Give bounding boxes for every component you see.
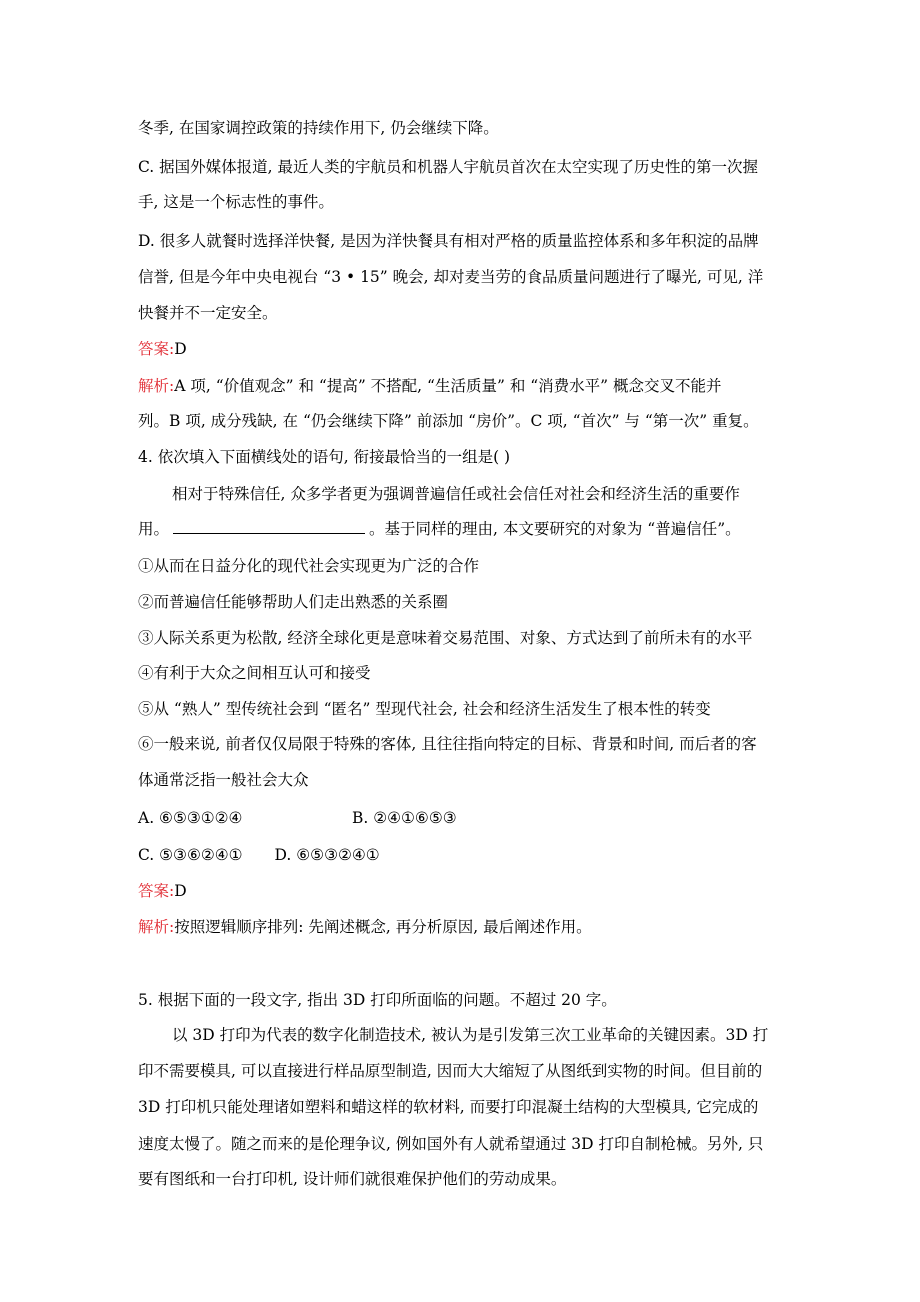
- answer-label: 答案:: [138, 340, 175, 358]
- q4-option-b: B. ②④①⑥⑤③: [352, 809, 457, 827]
- q5-stem: 5. 根据下面的一段文字, 指出 3D 打印所面临的问题。不超过 20 字。: [138, 991, 617, 1009]
- q4-option-c: C. ⑤③⑥②④①: [138, 846, 243, 864]
- q4-passage-line1: 相对于特殊信任, 众多学者更为强调普遍信任或社会信任对社会和经济生活的重要作: [172, 485, 740, 503]
- q3-option-c-line1: C. 据国外媒体报道, 最近人类的宇航员和机器人宇航员首次在太空实现了历史性的第一次握: [138, 158, 759, 176]
- q3-answer: [138, 339, 187, 359]
- q3-option-c-line2: 手, 这是一个标志性的事件。: [138, 193, 334, 211]
- q3-option-d-line2: 信誉, 但是今年中央电视台 “3 • 15” 晚会, 却对麦当劳的食品质量问题进行了曝光, 可见, 洋: [138, 268, 764, 286]
- q4-analysis: [138, 917, 592, 937]
- q3-option-d-line1: D. 很多人就餐时选择洋快餐, 是因为洋快餐具有相对严格的质量监控体系和多年积淀的品牌: [138, 232, 759, 250]
- q4-item-1: ①从而在日益分化的现代社会实现更为广泛的合作: [138, 557, 480, 575]
- q4-item-6-line1: ⑥一般来说, 前者仅仅局限于特殊的客体, 且往往指向特定的目标、背景和时间, 而后者的客: [138, 735, 757, 753]
- q4-item-4: ④有利于大众之间相互认可和接受: [138, 664, 371, 682]
- answer-value: D: [174, 340, 187, 358]
- analysis-label: 解析:: [138, 918, 175, 936]
- q4-stem: 4. 依次填入下面横线处的语句, 衔接最恰当的一组是( ): [138, 448, 511, 466]
- q5-passage-line4: 速度太慢了。随之而来的是伦理争议, 例如国外有人就希望通过 3D 打印自制枪械。另外, 只: [138, 1135, 764, 1153]
- q4-item-2: ②而普遍信任能够帮助人们走出熟悉的关系圈: [138, 593, 449, 611]
- q3-analysis-line2: 列。B 项, 成分残缺, 在 “仍会继续下降” 前添加 “房价”。C 项, “首次” 与 “第一次” 重复。: [138, 412, 759, 430]
- q4-item-3: ③人际关系更为松散, 经济全球化更是意味着交易范围、对象、方式达到了前所未有的水平: [138, 629, 753, 647]
- fill-in-blank[interactable]: [173, 519, 365, 534]
- analysis-label: 解析:: [138, 377, 175, 395]
- passage-text-before: 用。: [138, 520, 170, 538]
- q4-option-d: D. ⑥⑤③②④①: [274, 846, 380, 864]
- passage-text-after: 。基于同样的理由, 本文要研究的对象为 “普遍信任”。: [369, 520, 741, 538]
- analysis-text: 按照逻辑顺序排列: 先阐述概念, 再分析原因, 最后阐述作用。: [174, 918, 592, 936]
- q4-passage-line2: [138, 519, 741, 539]
- q5-passage-line3: 3D 打印机只能处理诸如塑料和蜡这样的软材料, 而要打印混凝土结构的大型模具, 它完成的: [138, 1098, 759, 1116]
- q5-passage-line1: 以 3D 打印为代表的数字化制造技术, 被认为是引发第三次工业革命的关键因素。3D 打: [172, 1026, 769, 1044]
- q3-analysis-line1: [138, 376, 722, 396]
- q4-options-cd: [138, 845, 380, 865]
- analysis-text: A 项, “价值观念” 和 “提高” 不搭配, “生活质量” 和 “消费水平” 概念交叉不能并: [174, 377, 722, 395]
- q5-passage-line5: 要有图纸和一台打印机, 设计师们就很难保护他们的劳动成果。: [138, 1170, 567, 1188]
- q4-option-a: A. ⑥⑤③①②④: [138, 809, 243, 827]
- q3-option-d-line3: 快餐并不一定安全。: [138, 304, 278, 322]
- answer-value: D: [174, 882, 187, 900]
- q4-item-6-line2: 体通常泛指一般社会大众: [138, 771, 309, 789]
- q5-passage-line2: 印不需要模具, 可以直接进行样品原型制造, 因而大大缩短了从图纸到实物的时间。但目前的: [138, 1062, 763, 1080]
- q3-option-b-tail: 冬季, 在国家调控政策的持续作用下, 仍会继续下降。: [138, 119, 499, 137]
- answer-label: 答案:: [138, 882, 175, 900]
- q4-answer: [138, 881, 187, 901]
- q4-item-5: ⑤从 “熟人” 型传统社会到 “匿名” 型现代社会, 社会和经济生活发生了根本性的转变: [138, 700, 711, 718]
